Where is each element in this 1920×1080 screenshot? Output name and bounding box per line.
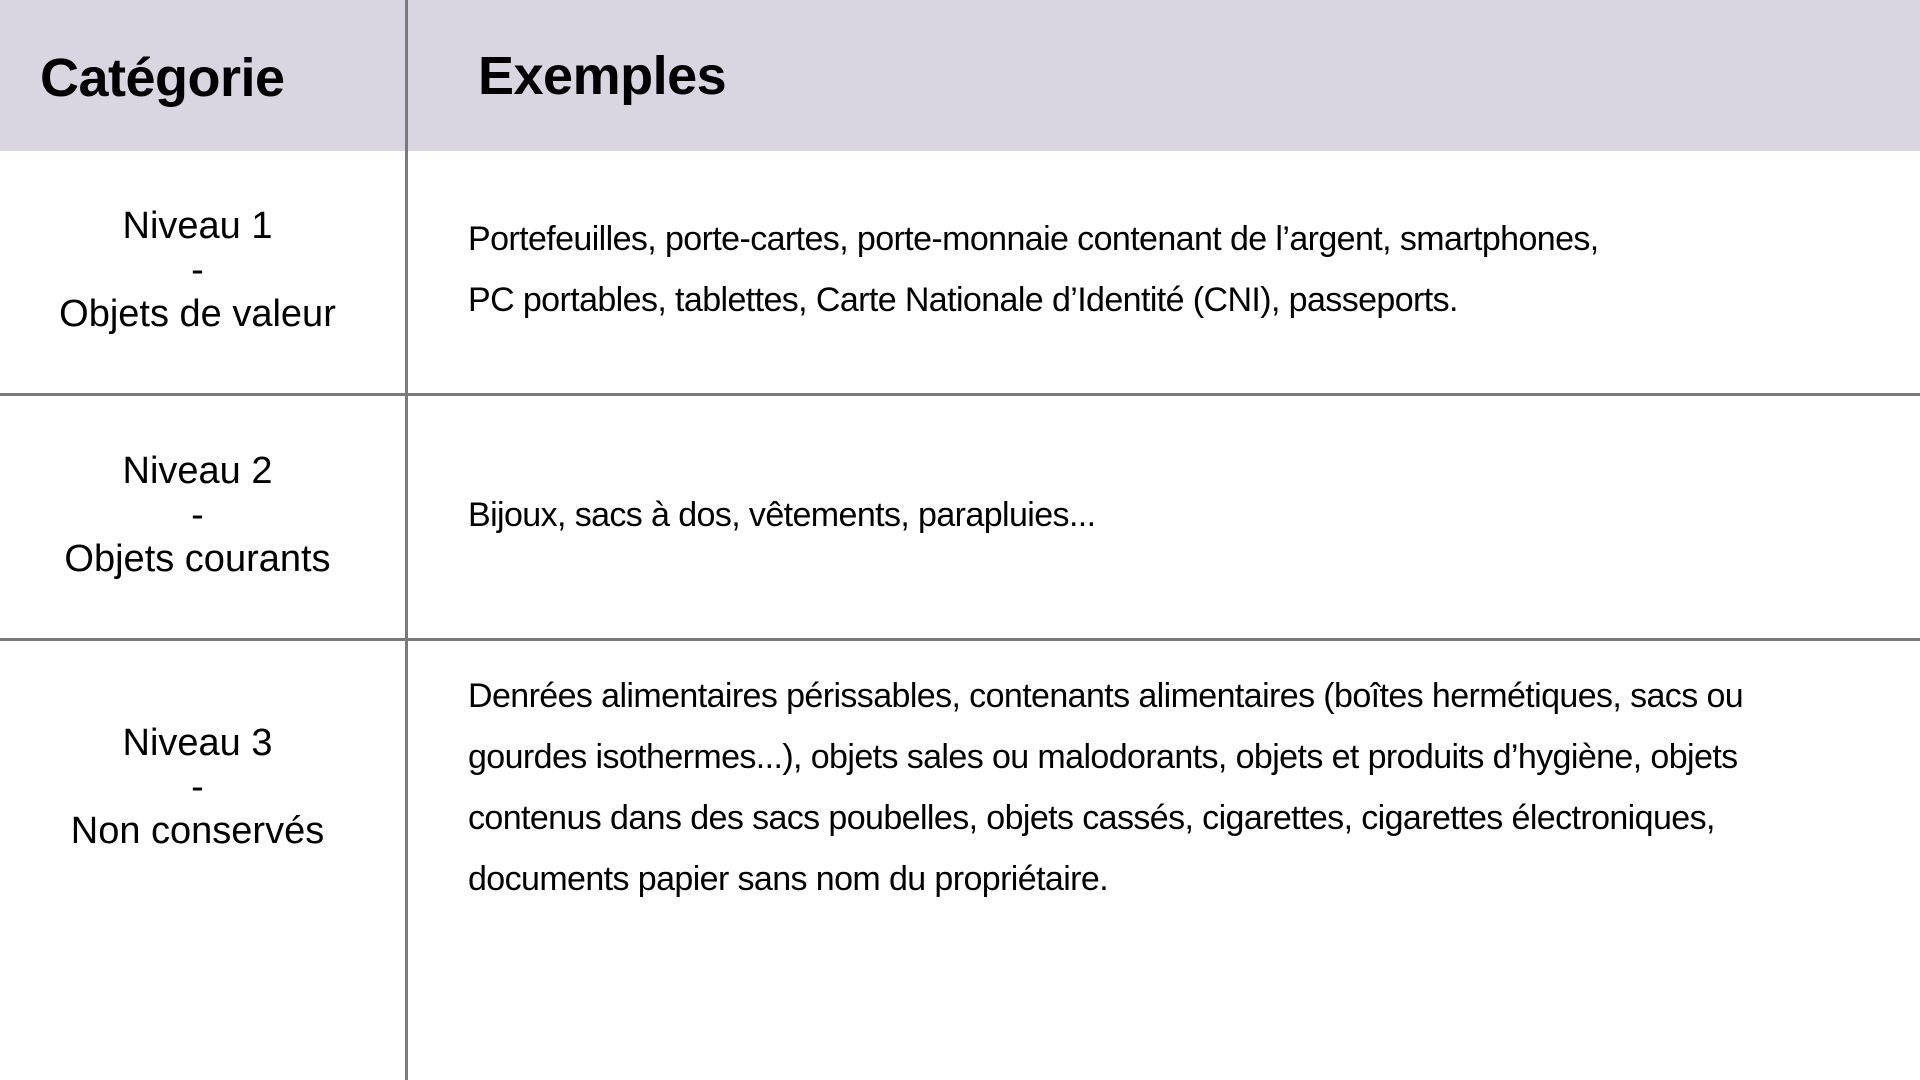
examples-cell-level-1: [468, 209, 1888, 331]
column-divider: [405, 0, 408, 1080]
category-separator: -: [191, 494, 204, 536]
category-cell-level-1: [0, 204, 395, 336]
examples-line: Bijoux, sacs à dos, vêtements, parapluies...: [468, 496, 1096, 534]
examples-line: PC portables, tablettes, Carte Nationale d’Identité (CNI), passeports.: [468, 281, 1458, 319]
category-level: Niveau 1: [122, 205, 273, 247]
header-examples: Exemples: [478, 46, 727, 106]
category-separator: -: [191, 249, 204, 291]
category-label: Objets de valeur: [59, 293, 336, 335]
row-divider-2: [0, 638, 1920, 641]
table-header-band: [0, 0, 1920, 151]
examples-cell-level-3: [468, 666, 1888, 910]
examples-line: gourdes isothermes...), objets sales ou malodorants, objets et produits d’hygiène, objets: [468, 738, 1738, 776]
category-separator: -: [191, 766, 204, 808]
examples-line: contenus dans des sacs poubelles, objets cassés, cigarettes, cigarettes électroniques,: [468, 799, 1715, 837]
row-divider-1: [0, 393, 1920, 396]
category-level: Niveau 3: [122, 722, 273, 764]
category-level: Niveau 2: [122, 450, 273, 492]
category-label: Non conservés: [70, 810, 325, 852]
category-label: Objets courants: [64, 538, 331, 580]
header-category: Catégorie: [40, 48, 285, 108]
examples-line: Denrées alimentaires périssables, contenants alimentaires (boîtes hermétiques, sacs ou: [468, 677, 1744, 715]
category-cell-level-3: [0, 721, 395, 853]
examples-line: Portefeuilles, porte-cartes, porte-monnaie contenant de l’argent, smartphones,: [468, 220, 1599, 258]
examples-line: documents papier sans nom du propriétaire.: [468, 860, 1109, 898]
examples-cell-level-2: [468, 485, 1888, 546]
category-cell-level-2: [0, 449, 395, 581]
